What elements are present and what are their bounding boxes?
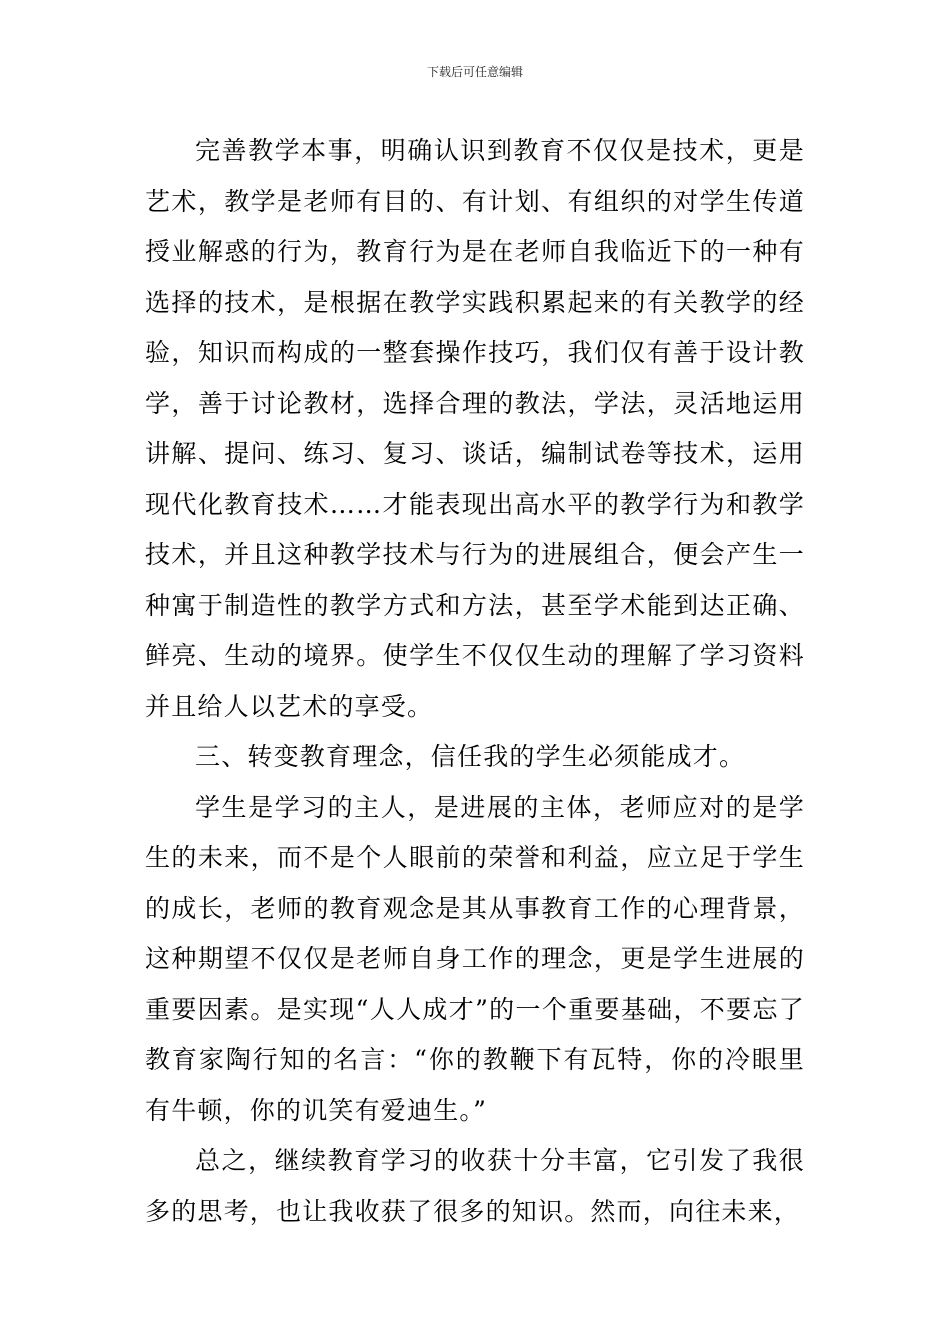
section-heading-three: 三、转变教育理念，信任我的学生必须能成才。 — [195, 742, 746, 771]
document-body — [145, 126, 805, 1237]
paragraph-conclusion: 总之，继续教育学习的收获十分丰富，它引发了我很多的思考，也让我收获了很多的知识。然而，向往未来， — [145, 1146, 805, 1226]
paragraph-teaching-skills: 完善教学本事，明确认识到教育不仅仅是技术，更是艺术，教学是老师有目的、有计划、有组织的对学生传道授业解惑的行为，教育行为是在老师自我临近下的一种有选择的技术，是根据在教学实践积累起来的有关教学的经验，知识而构成的一整套操作技巧，我们仅有善于设计教学，善于讨论教材，选择合理的教法，学法，灵活地运用讲解、提问、练习、复习、谈话，编制试卷等技术，运用现代化教育技术……才能表现出高水平的教学行为和教学技术，并且这种教学技术与行为的进展组合，便会产生一种寓于制造性的教学方式和方法，甚至学术能到达正确、鲜亮、生动的境界。使学生不仅仅生动的理解了学习资料并且给人以艺术的享受。 — [145, 136, 805, 721]
page-header: 下载后可任意编辑 — [426, 65, 523, 79]
paragraph-student-growth: 学生是学习的主人，是进展的主体，老师应对的是学生的未来，而不是个人眼前的荣誉和利益，应立足于学生的成长，老师的教育观念是其从事教育工作的心理背景，这种期望不仅仅是老师自身工作的理念，更是学生进展的重要因素。是实现“人人成才”的一个重要基础，不要忘了教育家陶行知的名言：“你的教鞭下有瓦特，你的冷眼里有牛顿，你的讥笑有爱迪生。” — [145, 792, 805, 1125]
